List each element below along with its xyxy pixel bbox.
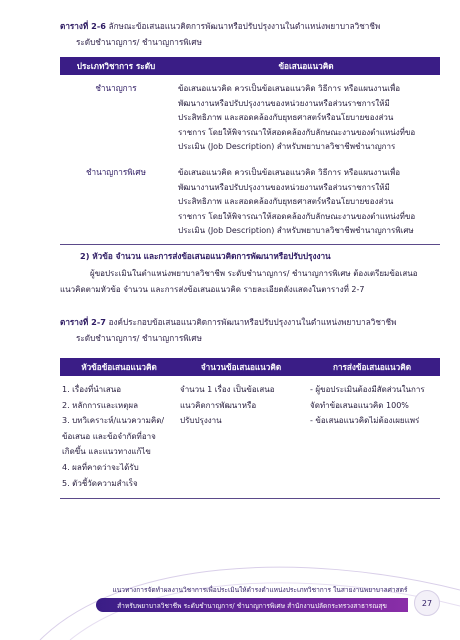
list-item: ปรับปรุงงาน — [180, 416, 222, 426]
table-row — [60, 166, 440, 240]
description-line: ข้อเสนอแนวคิด ควรเป็นข้อเสนอแนวคิด วิธีการ หรือแผนงานเพื่อ — [178, 168, 401, 177]
count-column — [180, 382, 304, 429]
list-item: ข้อเสนอ และข้อจำกัดที่อาจ — [62, 431, 156, 441]
description-line: ข้อเสนอแนวคิด ควรเป็นข้อเสนอแนวคิด วิธีการ หรือแผนงานเพื่อ — [178, 84, 401, 93]
description-line: ประสิทธิภาพ และสอดคล้องกับยุทธศาสตร์หรือนโยบายของส่วน — [178, 113, 394, 123]
footer-banner — [96, 598, 408, 612]
footer-line1: แนวทางการจัดทำผลงานวิชาการเพื่อประเมินให้ดำรงตำแหน่งประเภทวิชาการ ในสายงานพยาบาลศาสตร์ — [112, 586, 408, 594]
table-2-6-header — [60, 57, 440, 75]
list-item: 1. เรื่องที่นำเสนอ — [62, 385, 122, 394]
table-2-7-label: ตารางที่ 2-7 — [60, 317, 106, 327]
table-row-role: ชำนาญการพิเศษ — [85, 167, 147, 177]
table-2-7-header-submission: การส่งข้อเสนอแนวคิด — [332, 361, 412, 372]
list-item: - ผู้ขอประเมินต้องมีสัดส่วนในการ — [310, 385, 425, 394]
description-line: พัฒนางานหรือปรับปรุงงานของหน่วยงานหรือส่วนราชการให้มี — [178, 182, 390, 192]
description-line: ประสิทธิภาพ และสอดคล้องกับยุทธศาสตร์หรือนโยบายของส่วน — [178, 197, 394, 207]
table-2-7-header — [60, 358, 440, 376]
list-item: เกิดขึ้น และแนวทางแก้ไข — [62, 447, 151, 457]
table-2-6-bottom-rule — [60, 244, 440, 245]
table-2-7-title-line2: ระดับชำนาญการ/ ชำนาญการพิเศษ — [76, 333, 203, 343]
list-item: 4. ผลที่คาดว่าจะได้รับ — [62, 462, 139, 472]
submission-column — [310, 382, 442, 429]
footer-line2: สำหรับพยาบาลวิชาชีพ ระดับชำนาญการ/ ชำนาญการพิเศษ สำนักงานปลัดกระทรวงสาธารณสุข — [117, 601, 387, 610]
description-line: ประเมิน (Job Description) สำหรับพยาบาลวิชาชีพชำนาญการ — [178, 142, 396, 152]
table-row-description — [178, 166, 436, 239]
section-heading: 2) หัวข้อ จำนวน และการส่งข้อเสนอแนวคิดการพัฒนาหรือปรับปรุงงาน — [80, 251, 331, 261]
section-paragraph-line1: ผู้ขอประเมินในตำแหน่งพยาบาลวิชาชีพ ระดับชำนาญการ/ ชำนาญการพิเศษ ต้องเตรียมข้อเสนอ — [90, 269, 418, 278]
table-2-6-caption — [60, 18, 440, 50]
table-2-6-label: ตารางที่ 2-6 — [60, 21, 106, 31]
table-2-6-header-proposal: ข้อเสนอแนวคิด — [278, 60, 334, 71]
page-number: 27 — [414, 590, 440, 616]
table-2-7-body — [60, 382, 440, 488]
list-item: - ข้อเสนอแนวคิดไม่ต้องเผยแพร่ — [310, 416, 420, 426]
list-item: 3. บทวิเคราะห์/แนวความคิด/ — [62, 416, 165, 426]
table-2-6-body — [60, 76, 440, 244]
decorative-wave-graphic — [0, 520, 460, 640]
table-row-role: ชำนาญการ — [95, 83, 137, 93]
description-line: ประเมิน (Job Description) สำหรับพยาบาลวิชาชีพชำนาญการพิเศษ — [178, 226, 414, 236]
table-2-7-header-topics: หัวข้อข้อเสนอแนวคิด — [81, 361, 157, 372]
list-item: จัดทำข้อเสนอแนวคิด 100% — [310, 400, 409, 410]
table-row — [60, 82, 440, 156]
table-2-6-title-line2: ระดับชำนาญการ/ ชำนาญการพิเศษ — [76, 37, 203, 47]
table-row-description — [178, 82, 436, 155]
table-2-7-title: องค์ประกอบข้อเสนอแนวคิดการพัฒนาหรือปรับปรุงงานในตำแหน่งพยาบาลวิชาชีพ — [108, 317, 397, 327]
list-item: 5. ตัวชี้วัดความสำเร็จ — [62, 478, 138, 488]
table-2-7-header-count: จำนวนข้อเสนอแนวคิด — [200, 361, 282, 372]
table-2-7-caption — [60, 314, 440, 346]
description-line: ราชการ โดยให้พิจารณาให้สอดคล้องกับลักษณะงานของตำแหน่งที่ขอ — [178, 127, 416, 137]
section-paragraph-line2: แนวคิดตามหัวข้อ จำนวน และการส่งข้อเสนอแนวคิด รายละเอียดดังแสดงในตารางที่ 2-7 — [60, 285, 365, 294]
description-line: ราชการ โดยให้พิจารณาให้สอดคล้องกับลักษณะงานของตำแหน่งที่ขอ — [178, 211, 416, 221]
topics-column — [62, 382, 176, 491]
description-line: พัฒนางานหรือปรับปรุงงานของหน่วยงานหรือส่วนราชการให้มี — [178, 98, 390, 108]
table-2-6-header-category: ประเภทวิชาการ ระดับ — [76, 60, 156, 71]
table-2-7-bottom-rule — [60, 498, 440, 499]
list-item: จำนวน 1 เรื่อง เป็นข้อเสนอ — [180, 385, 275, 394]
list-item: แนวคิดการพัฒนาหรือ — [180, 400, 257, 410]
list-item: 2. หลักการและเหตุผล — [62, 400, 138, 410]
table-2-6-title: ลักษณะข้อเสนอแนวคิดการพัฒนาหรือปรับปรุงงานในตำแหน่งพยาบาลวิชาชีพ — [108, 21, 381, 31]
